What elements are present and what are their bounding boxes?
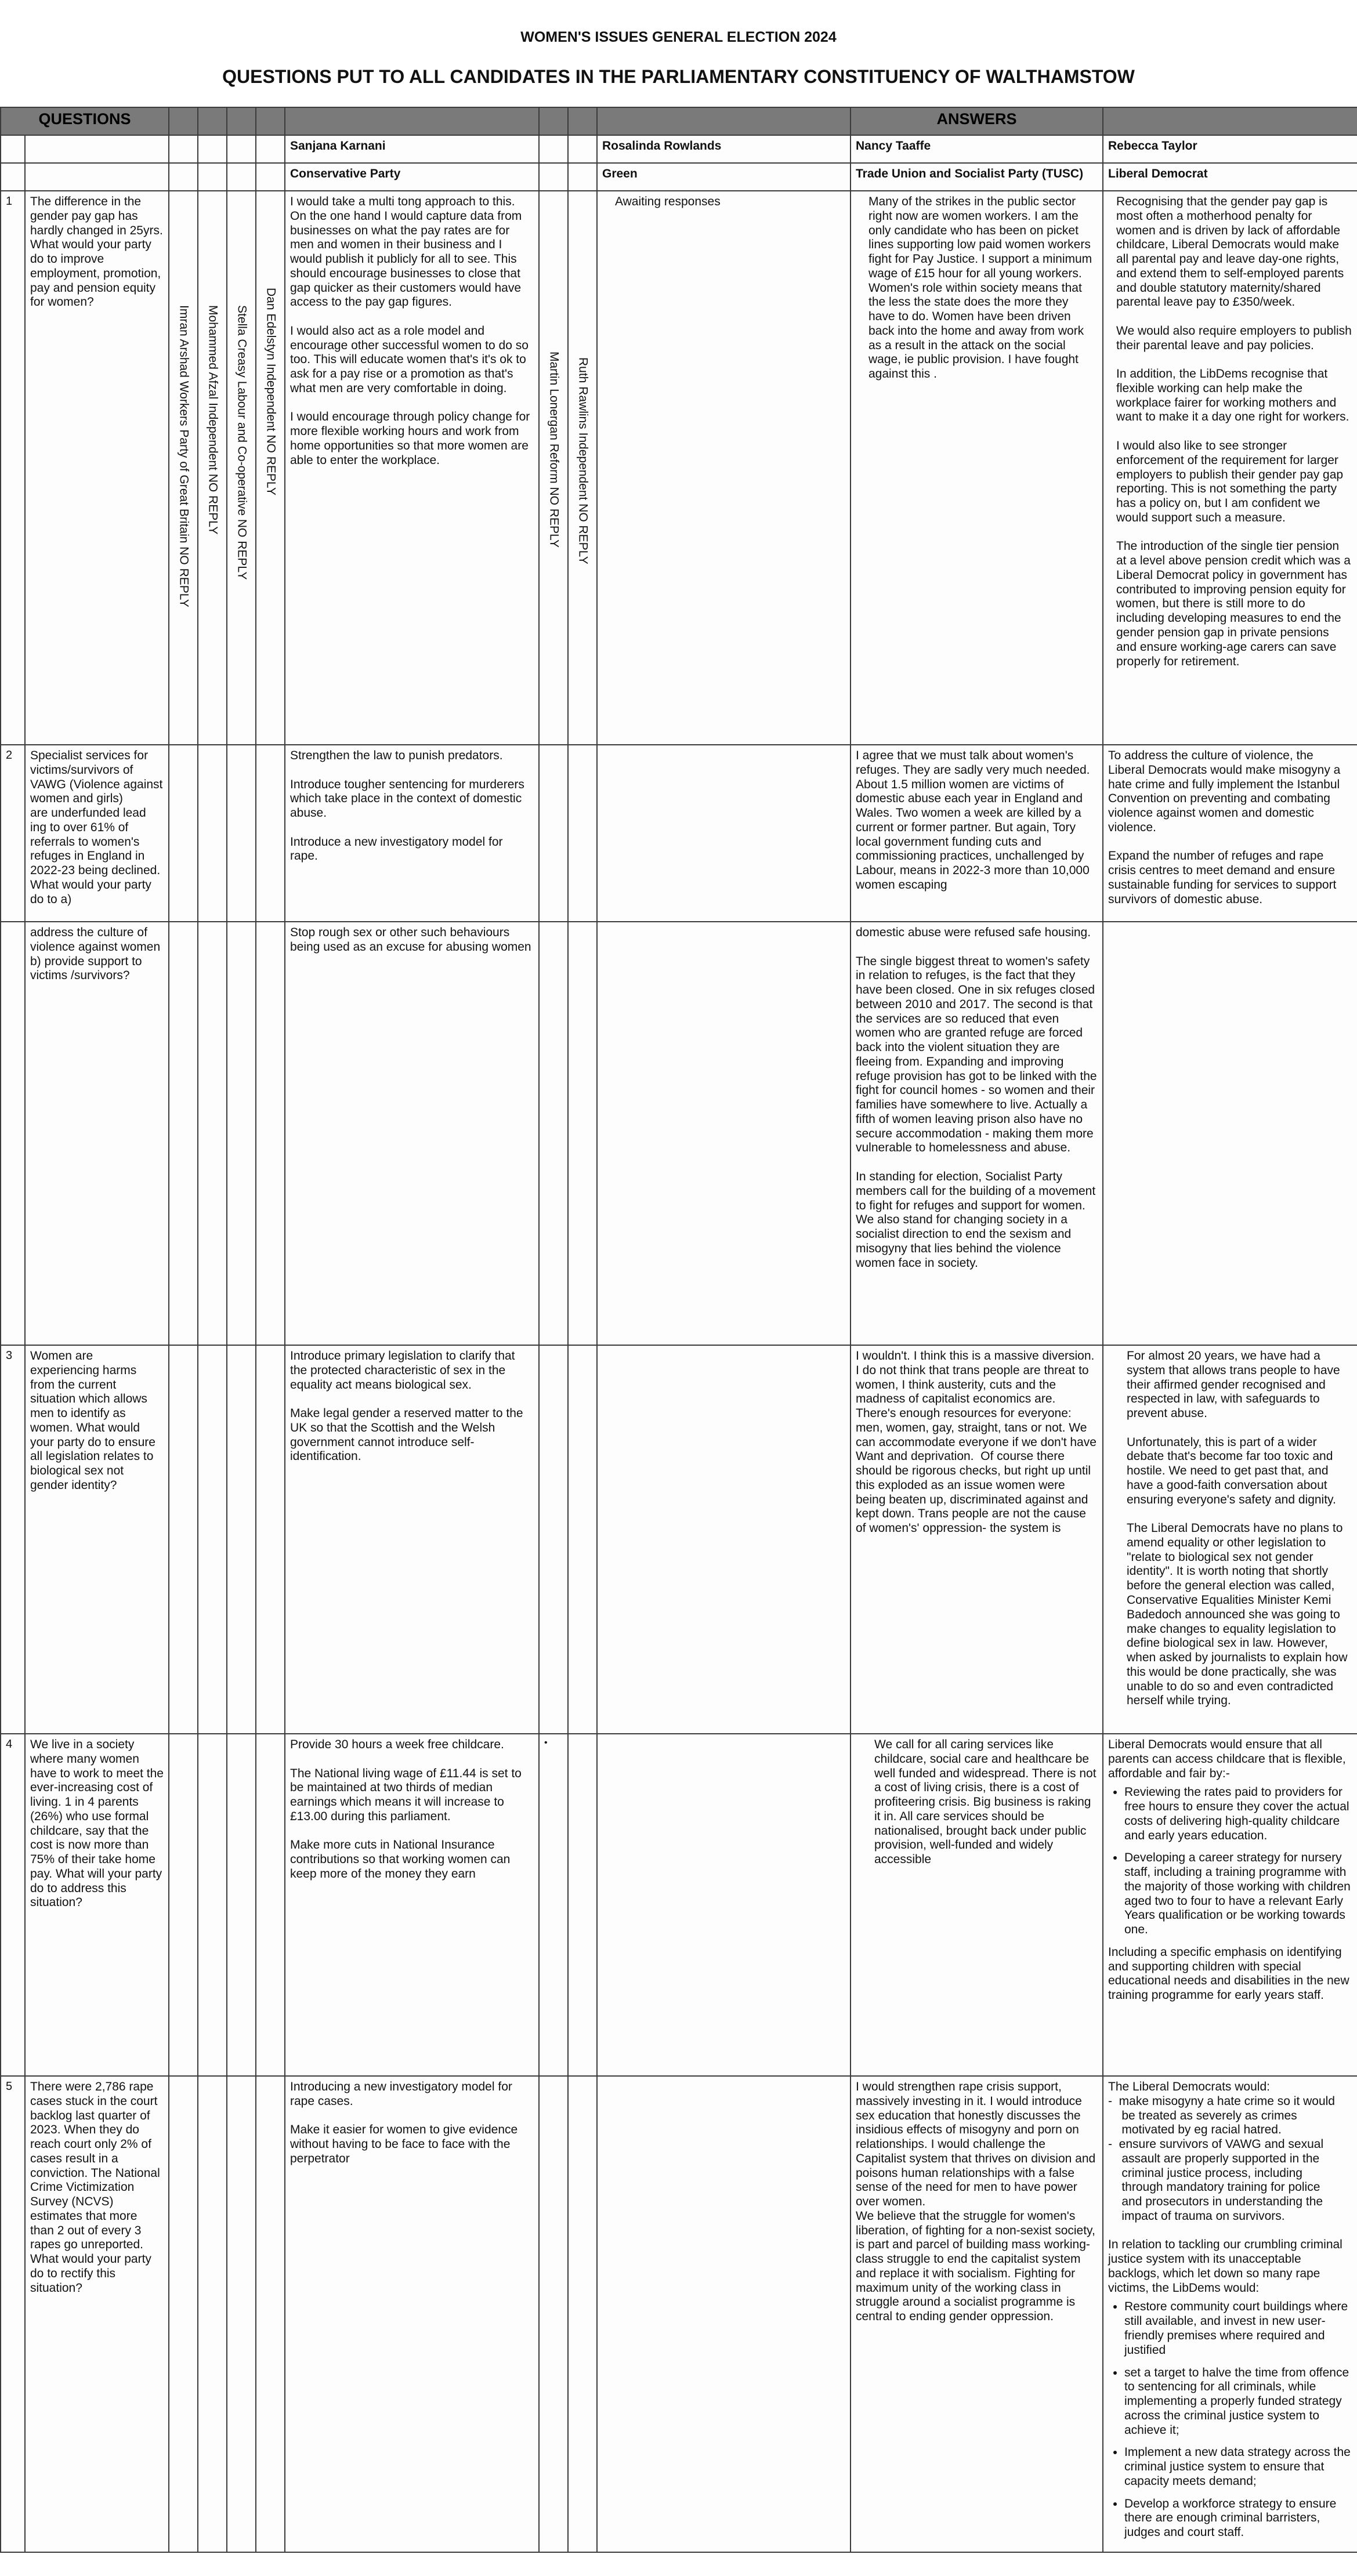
answer-karnani: Introduce primary legislation to clarify that the protected characteristic of sex in the equality act means biological sex. Make legal gender a reserved matter to the UK so that the Scottish and the Welsh government cannot introduce self-identification.: [285, 1345, 539, 1734]
party-rowlands: Green: [597, 163, 851, 191]
party-karnani: Conservative Party: [285, 163, 539, 191]
question-number: 4: [1, 1734, 25, 2076]
party-taylor: Liberal Democrat: [1103, 163, 1357, 191]
answer-taylor: For almost 20 years, we have had a system that allows trans people to have their affirmed gender recognised and respected in law, with safeguards to prevent abuse. Unfortunately, this is part of a wider debate that's become far too toxic and hostile. We need to get past that, and have a good-faith conversation about ensuring everyone's safety and dignity. The Liberal Democrats have no plans to amend equality or other legislation to "relate to biological sex not gender identity". It is worth noting that shortly before the general election was called, Conservative Equalities Minister Kemi Badedoch announced she was going to make changes to equality legislation to define biological sex in law. However, when asked by journalists to explain how this would be done practically, she was unable to do so and even contradicted herself while trying.: [1103, 1345, 1357, 1734]
answer-taaffe: domestic abuse were refused safe housing. The single biggest threat to women's safety in relation to refuges, is the fact that they have been closed. One in six refuges closed between 2010 and 2017. The second is that the services are so reduced that even women who are granted refuge are forced back into the violent situation they are fleeing from. Expanding and improving refuge provision has got to be linked with the fight for council homes - so women and their families have somewhere to live. Actually a fifth of women leaving prison also have no secure accommodation - making them more vulnerable to homelessness and abuse. In standing for election, Socialist Party members call for the building of a movement to fight for refuges and support for women. We also stand for changing society in a socialist direction to end the sexism and misogyny that lies behind the violence women face in society.: [851, 922, 1103, 1345]
answer-taaffe: I wouldn't. I think this is a massive diversion. I do not think that trans people are threat to women, I think austerity, cuts and the madness of capitalist economics are. There's enough resources for everyone: men, women, gay, straight, tans or not. We can accommodate everyone if we don't have Want and deprivation. Of course there should be rigorous checks, but right up until this exploded as an issue women were being beaten up, discriminated against and kept down. Trans people are not the cause of women's' oppression- the system is: [851, 1345, 1103, 1734]
question-number: 5: [1, 2076, 25, 2552]
question-text: We live in a society where many women have to work to meet the ever-increasing cost of living. 1 in 4 parents (26%) who use formal childcare, say that the cost is now more than 75% of their take home pay. What will your party do to address this situation?: [25, 1734, 169, 2076]
answer-taaffe: I agree that we must talk about women's refuges. They are sadly very much needed. About 1.5 million women are victims of domestic abuse each year in England and Wales. Two women a week are killed by a current or former partner. But again, Tory local government funding cuts and commissioning practices, unchallenged by Labour, means in 2022-3 more than 10,000 women escaping: [851, 745, 1103, 922]
list-item: • set a target to halve the time from offence to sentencing for all criminals, while implementing a properly funded strategy across the criminal justice system to achieve it;: [1124, 2366, 1352, 2438]
answer-karnani: I would take a multi tong approach to this. On the one hand I would capture data from businesses on what the pay rates are for men and women in their business and I would publish it publicly for all to see. This should encourage businesses to close that gap quicker as their customers would have access to the pay gap figures. I would also act as a role model and encourage other successful women to do so too. This will educate women that's it's ok to ask for a pay rise or a promotion as that's what men are very comfortable in doing. I would encourage through policy change for more flexible working hours and work from home opportunities so that more women are able to enter the workplace.: [285, 191, 539, 745]
question-number: 1: [1, 191, 25, 745]
question-row-2: [1, 745, 1357, 922]
answer-taylor-intro: Liberal Democrats would ensure that all parents can access childcare that is flexible, affordable and fair by:-: [1108, 1738, 1349, 1780]
question-text: The difference in the gender pay gap has hardly changed in 25yrs. What would your party do to improve employment, promotion, pay and pension equity for women?: [25, 191, 169, 745]
list-item: • Develop a workforce strategy to ensure there are enough criminal barristers, judges and court staff.: [1124, 2497, 1352, 2540]
list-item: • Implement a new data strategy across the criminal justice system to ensure that capacity meets demand;: [1124, 2445, 1352, 2488]
party-taaffe: Trade Union and Socialist Party (TUSC): [851, 163, 1103, 191]
no-reply-cell-lonergan: [539, 191, 568, 745]
candidate-name-rowlands: Rosalinda Rowlands: [597, 135, 851, 163]
candidate-name-taaffe: Nancy Taaffe: [851, 135, 1103, 163]
no-reply-cell-rawlins: [568, 191, 597, 745]
candidate-name-row: [1, 135, 1357, 163]
question-text: There were 2,786 rape cases stuck in the court backlog last quarter of 2023. When they do reach court only 2% of cases result in a conviction. The National Crime Victimization Survey (NCVS) estimates that more than 2 out of every 3 rapes go unreported. What would your party do to rectify this situation?: [25, 2076, 169, 2552]
no-reply-cell-arshad: [169, 191, 198, 745]
list-item: • Reviewing the rates paid to providers for free hours to ensure they cover the actual costs of delivering high-quality childcare and early years education.: [1124, 1785, 1352, 1843]
answer-taylor: [1103, 2076, 1357, 2552]
question-number: [1, 922, 25, 1345]
answer-karnani: Provide 30 hours a week free childcare. The National living wage of £11.44 is set to be maintained at two thirds of median earnings which means it will increase to £13.00 during this parliament. Make more cuts in National Insurance contributions so that working women can keep more of the money they earn: [285, 1734, 539, 2076]
no-reply-lonergan: Martin Lonergan Reform NO REPLY: [547, 352, 561, 548]
answer-bullet-mark: •: [539, 1734, 568, 2076]
no-reply-cell-edelstyn: [256, 191, 285, 745]
no-reply-creasy: Stella Creasy Labour and Co-operative NO REPLY: [235, 305, 249, 580]
candidate-party-row: [1, 163, 1357, 191]
answer-taylor-list: [1108, 1785, 1352, 1937]
answer-taylor-list: [1108, 2300, 1352, 2539]
answer-taaffe: We call for all caring services like childcare, social care and healthcare be well funded and widespread. There is not a cost of living crisis, there is a cost of profiteering crisis. Big business is raking it in. All care services should be nationalised, brought back under public provision, well-funded and widely accessible: [851, 1734, 1103, 2076]
question-number: 3: [1, 1345, 25, 1734]
header-row: [1, 107, 1357, 135]
question-text: address the culture of violence against women b) provide support to victims /survivors?: [25, 922, 169, 1345]
document-title: WOMEN'S ISSUES GENERAL ELECTION 2024: [520, 29, 837, 45]
answer-taylor-intro: The Liberal Democrats would: - make misogyny a hate crime so it would be treated as severely as crimes motivated by eg racial hatred. - ensure survivors of VAWG and sexual assault are properly supported in the criminal justice process, including through mandatory training for police and prosecutors in understanding the impact of trauma on survivors. In relation to tackling our crumbling criminal justice system with its unacceptable backlogs, which let down so many rape victims, the LibDems would:: [1108, 2080, 1342, 2295]
question-row-1: [1, 191, 1357, 745]
answer-karnani: Introducing a new investigatory model for rape cases. Make it easier for women to give evidence without having to be face to face with the perpetrator: [285, 2076, 539, 2552]
answer-taylor-outro: Including a specific emphasis on identifying and supporting children with special educational needs and disabilities in the new training programme for early years staff.: [1108, 1945, 1353, 2002]
answer-taylor: To address the culture of violence, the Liberal Democrats would make misogyny a hate crime and fully implement the Istanbul Convention on preventing and combating violence against women and domestic violence. Expand the number of refuges and rape crisis centres to meet demand and ensure sustainable funding for services to support survivors of domestic abuse.: [1103, 745, 1357, 922]
question-text: Specialist services for victims/survivors of VAWG (Violence against women and girls) are underfunded lead ing to over 61% of referrals to women's refuges in England in 2022-23 being declined. What would your party do to a): [25, 745, 169, 922]
questions-table: [0, 107, 1357, 2553]
no-reply-cell-afzal: [198, 191, 227, 745]
candidate-name-taylor: Rebecca Taylor: [1103, 135, 1357, 163]
answer-karnani: Stop rough sex or other such behaviours being used as an excuse for abusing women: [285, 922, 539, 1345]
question-row-2-continued: [1, 922, 1357, 1345]
answer-taaffe: I would strengthen rape crisis support, massively investing in it. I would introduce sex education that honestly discusses the insidious effects of misogyny and porn on relationships. I would challenge the Capitalist system that thrives on division and poisons human relationships with a false sense of the need for men to have power over women. We believe that the struggle for women's liberation, of fighting for a non-sexist society, is part and parcel of building mass working-class struggle to end the capitalist system and replace it with socialism. Fighting for maximum unity of the working class in struggle around a socialist programme is central to ending gender oppression.: [851, 2076, 1103, 2552]
list-item: • Developing a career strategy for nursery staff, including a training programme with the majority of those working with children aged two to four to have a relevant Early Years qualification or be working towards one.: [1124, 1851, 1352, 1937]
no-reply-afzal: Mohammed Afzal Independent NO REPLY: [206, 305, 220, 535]
answer-taylor: Recognising that the gender pay gap is most often a motherhood penalty for women and is driven by lack of affordable childcare, Liberal Democrats would make all parental pay and leave day-one rights, and extend them to self-employed parents and double statutory maternity/shared parental leave pay to £350/week. We would also require employers to publish their parental leave and pay policies. In addition, the LibDems recognise that flexible working can help make the workplace fairer for working mothers and want to make it a day one right for workers. I would also like to see stronger enforcement of the requirement for larger employers to publish their gender pay gap reporting. This is not something the party has a policy on, but I am confident we would support such a measure. The introduction of the single tier pension at a level above pension credit which was a Liberal Democrat policy in government has contributed to improving pension equity for women, but there is still more to do including developing measures to end the gender pension gap in private pensions and ensure working-age carers can save properly for retirement.: [1103, 191, 1357, 745]
document-subtitle: QUESTIONS PUT TO ALL CANDIDATES IN THE PARLIAMENTARY CONSTITUENCY OF WALTHAMSTOW: [222, 66, 1135, 87]
no-reply-arshad: Imran Arshad Workers Party of Great Britain NO REPLY: [177, 305, 191, 607]
question-number: 2: [1, 745, 25, 922]
list-item: • Restore community court buildings where still available, and invest in new user-friendly premises where required and justified: [1124, 2300, 1352, 2357]
candidate-name-karnani: Sanjana Karnani: [285, 135, 539, 163]
question-text: Women are experiencing harms from the current situation which allows men to identify as women. What would your party do to ensure all legislation relates to biological sex not gender identity?: [25, 1345, 169, 1734]
answer-karnani: Strengthen the law to punish predators. Introduce tougher sentencing for murderers which take place in the context of domestic abuse. Introduce a new investigatory model for rape.: [285, 745, 539, 922]
no-reply-edelstyn: Dan Edelstyn Independent NO REPLY: [264, 288, 278, 495]
question-row-3: [1, 1345, 1357, 1734]
no-reply-cell-creasy: [227, 191, 256, 745]
answer-taylor: [1103, 1734, 1357, 2076]
no-reply-rawlins: Ruth Rawlins Independent NO REPLY: [576, 357, 590, 564]
question-row-5: [1, 2076, 1357, 2552]
answer-taylor: [1103, 922, 1357, 1345]
question-row-4: [1, 1734, 1357, 2076]
questions-header: QUESTIONS: [1, 107, 169, 135]
answers-header: ANSWERS: [851, 107, 1103, 135]
answer-taaffe: Many of the strikes in the public sector right now are women workers. I am the only candidate who has been on picket lines supporting low paid women workers fight for Pay Justice. I support a minimum wage of £15 hour for all young workers. Women's role within society means that the less the state does the more they have to do. Women have been driven back into the home and away from work as a result in the attack on the social wage, ie public provision. I have fought against this .: [851, 191, 1103, 745]
answer-rowlands: Awaiting responses: [597, 191, 851, 745]
